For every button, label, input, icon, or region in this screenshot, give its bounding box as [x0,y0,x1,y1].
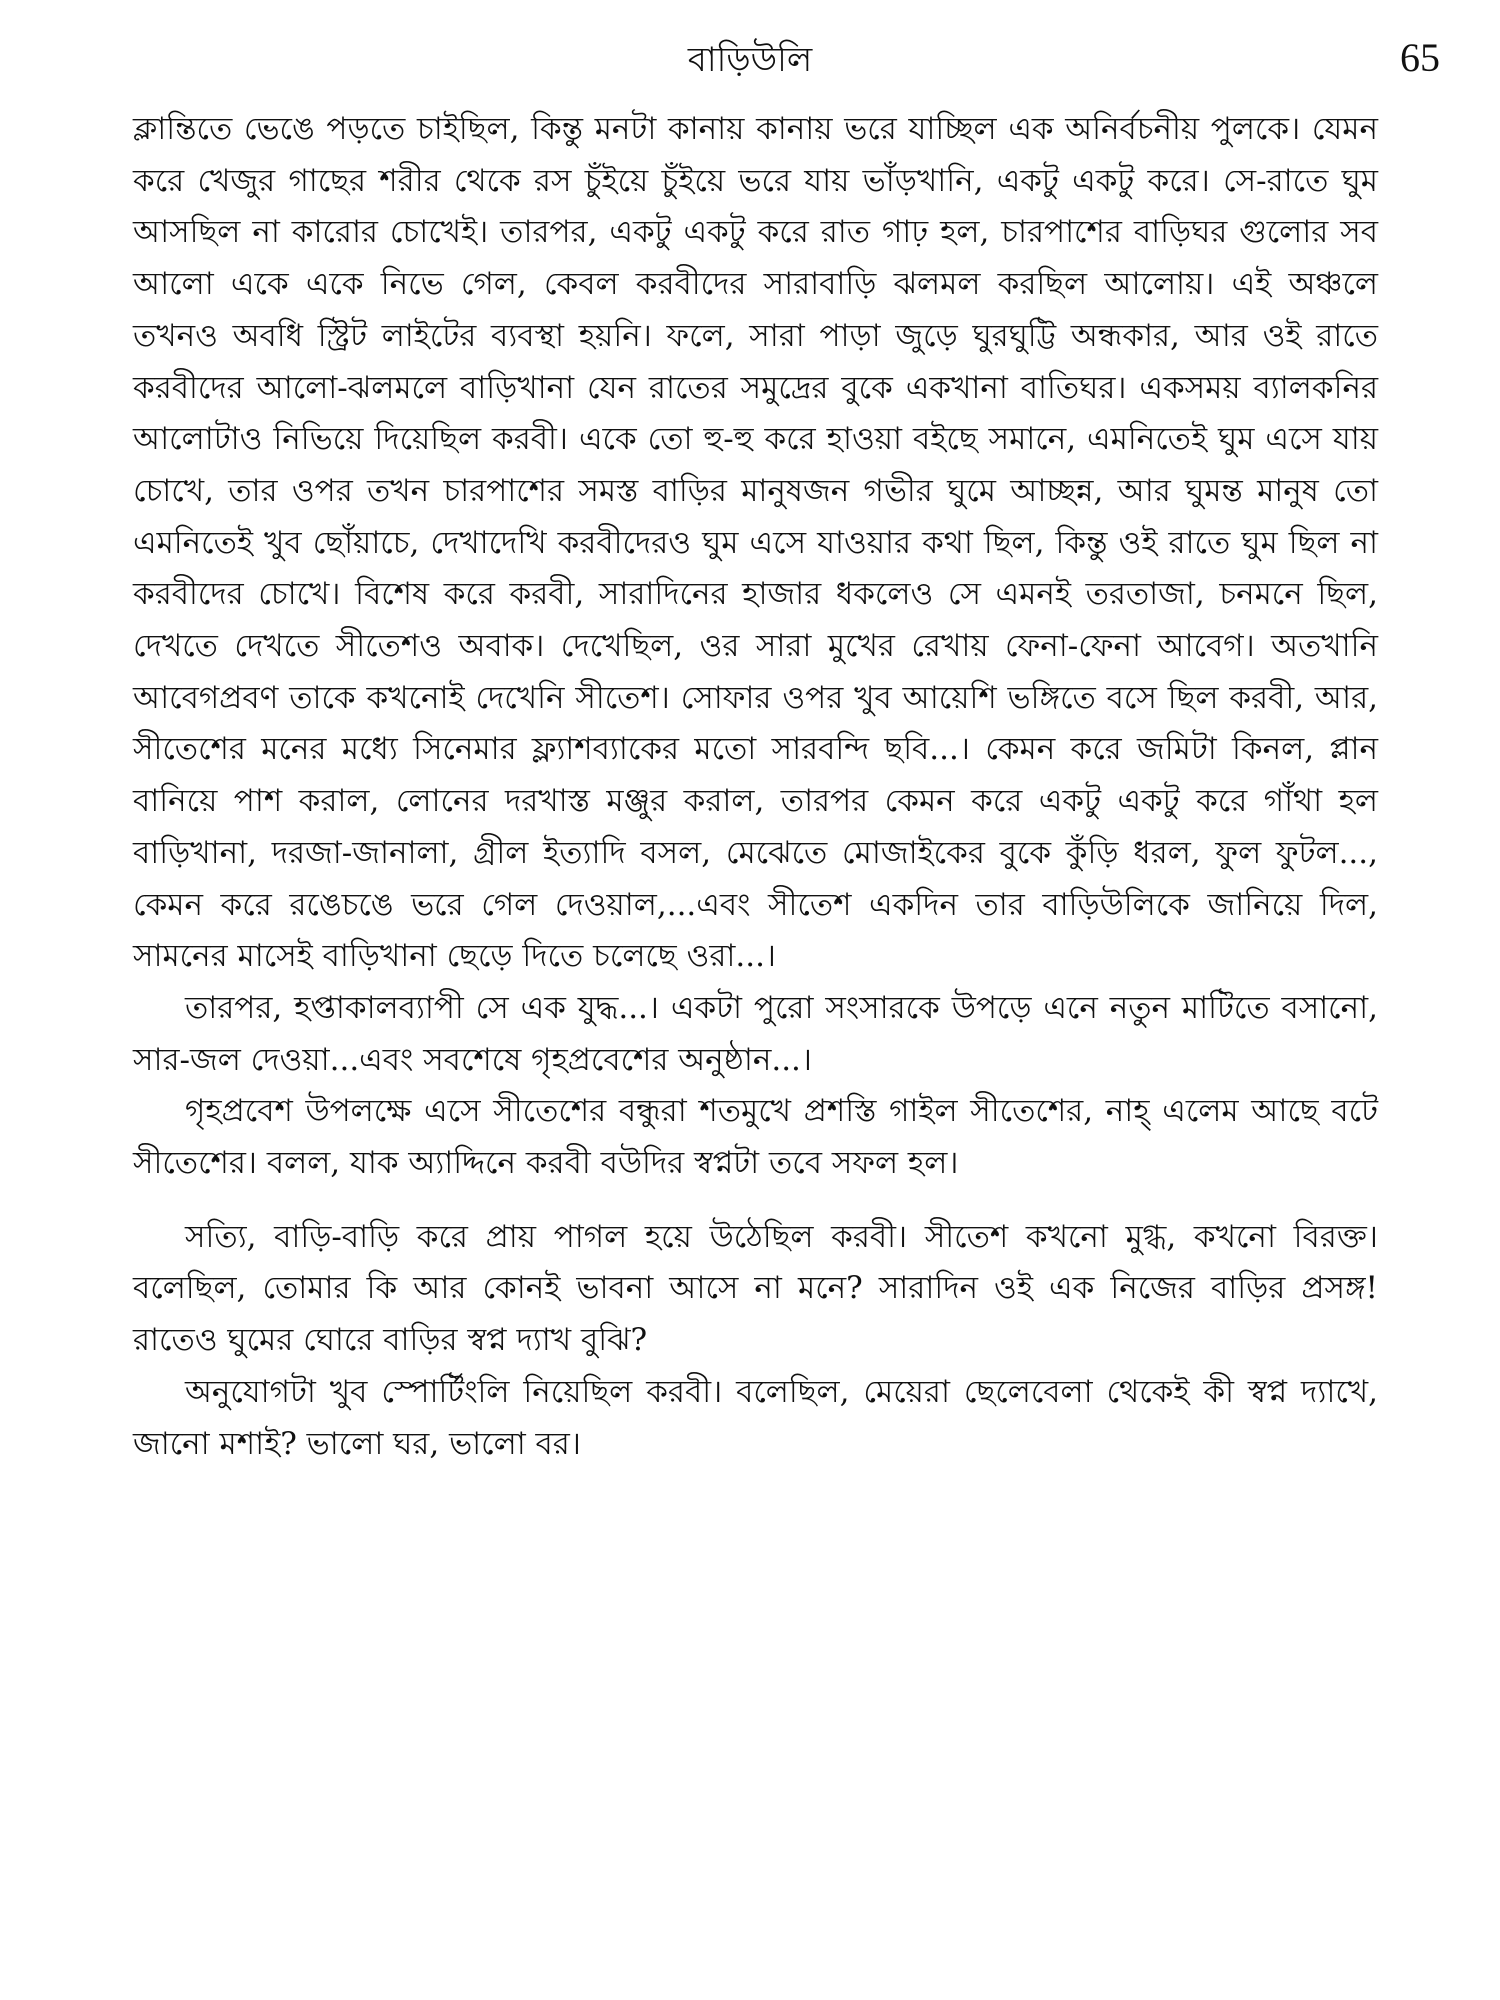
running-title: বাড়িউলি [687,40,813,80]
paragraph-3: গৃহপ্রবেশ উপলক্ষে এসে সীতেশের বন্ধুরা শতমুখে প্রশস্তি গাইল সীতেশের, নাহ্ এলেম আছে বটে সীতেশের। বলল, যাক অ্যাদ্দিনে করবী বউদির স্বপ্নটা তবে সফল হল। [133,1093,1378,1182]
paragraph-2: তারপর, হপ্তাকালব্যাপী সে এক যুদ্ধ...। একটা পুরো সংসারকে উপড়ে এনে নতুন মাটিতে বসানো, সার-জল দেওয়া...এবং সবশেষে গৃহপ্রবেশের অনুষ্ঠান...। [133,989,1378,1078]
paragraph-5: অনুযোগটা খুব স্পোর্টিংলি নিয়েছিল করবী। বলেছিল, মেয়েরা ছেলেবেলা থেকেই কী স্বপ্ন দ্যাখে, জানো মশাই? ভালো ঘর, ভালো বর। [133,1373,1378,1462]
paragraph-1: ক্লান্তিতে ভেঙে পড়তে চাইছিল, কিন্তু মনটা কানায় কানায় ভরে যাচ্ছিল এক অনির্বচনীয় পুলকে। যেমন করে খেজুর গাছের শরীর থেকে রস চুঁইয়ে চুঁইয়ে ভরে যায় ভাঁড়খানি, একটু একটু করে। সে-রাতে ঘুম আসছিল না কারোর চোখেই। তারপর, একটু একটু করে রাত গাঢ় হল, চারপাশের বাড়িঘর গুলোর সব আলো একে একে নিভে গেল, কেবল করবীদের সারাবাড়ি ঝলমল করছিল আলোয়। এই অঞ্চলে তখনও অবধি স্ট্রিট লাইটের ব্যবস্থা হয়নি। ফলে, সারা পাড়া জুড়ে ঘুরঘুট্টি অন্ধকার, আর ওই রাতে করবীদের আলো-ঝলমলে বাড়িখানা যেন রাতের সমুদ্রের বুকে একখানা বাতিঘর। একসময় ব্যালকনির আলোটাও নিভিয়ে দিয়েছিল করবী। একে তো হু-হু করে হাওয়া বইছে সমানে, এমনিতেই ঘুম এসে যায় চোখে, তার ওপর তখন চারপাশের সমস্ত বাড়ির মানুষজন গভীর ঘুমে আচ্ছন্ন, আর ঘুমন্ত মানুষ তো এমনিতেই খুব ছোঁয়াচে, দেখাদেখি করবীদেরও ঘুম এসে যাওয়ার কথা ছিল, কিন্তু ওই রাতে ঘুম ছিল না করবীদের চোখে। বিশেষ করে করবী, সারাদিনের হাজার ধকলেও সে এমনই তরতাজা, চনমনে ছিল, দেখতে দেখতে সীতেশও অবাক। দেখেছিল, ওর সারা মুখের রেখায় ফেনা-ফেনা আবেগ। অতখানি আবেগপ্রবণ তাকে কখনোই দেখেনি সীতেশ। সোফার ওপর খুব আয়েশি ভঙ্গিতে বসে ছিল করবী, আর, সীতেশের মনের মধ্যে সিনেমার ফ্ল্যাশব্যাকের মতো সারবন্দি ছবি...। কেমন করে জমিটা কিনল, প্লান বানিয়ে পাশ করাল, লোনের দরখাস্ত মঞ্জুর করাল, তারপর কেমন করে একটু একটু করে গাঁথা হল বাড়িখানা, দরজা-জানালা, গ্রীল ইত্যাদি বসল, মেঝেতে মোজাইকের বুকে কুঁড়ি ধরল, ফুল ফুটল..., কেমন করে রঙেচঙে ভরে গেল দেওয়াল,...এবং সীতেশ একদিন তার বাড়িউলিকে জানিয়ে দিল, সামনের মাসেই বাড়িখানা ছেড়ে দিতে চলেছে ওরা...। [133,111,1378,975]
page-number: 65 [1400,35,1440,80]
body-text [133,104,1378,1470]
paragraph-4: সত্যি, বাড়ি-বাড়ি করে প্রায় পাগল হয়ে উঠেছিল করবী। সীতেশ কখনো মুগ্ধ, কখনো বিরক্ত। বলেছিল, তোমার কি আর কোনই ভাবনা আসে না মনে? সারাদিন ওই এক নিজের বাড়ির প্রসঙ্গ! রাতেও ঘুমের ঘোরে বাড়ির স্বপ্ন দ্যাখ বুঝি? [133,1218,1378,1359]
